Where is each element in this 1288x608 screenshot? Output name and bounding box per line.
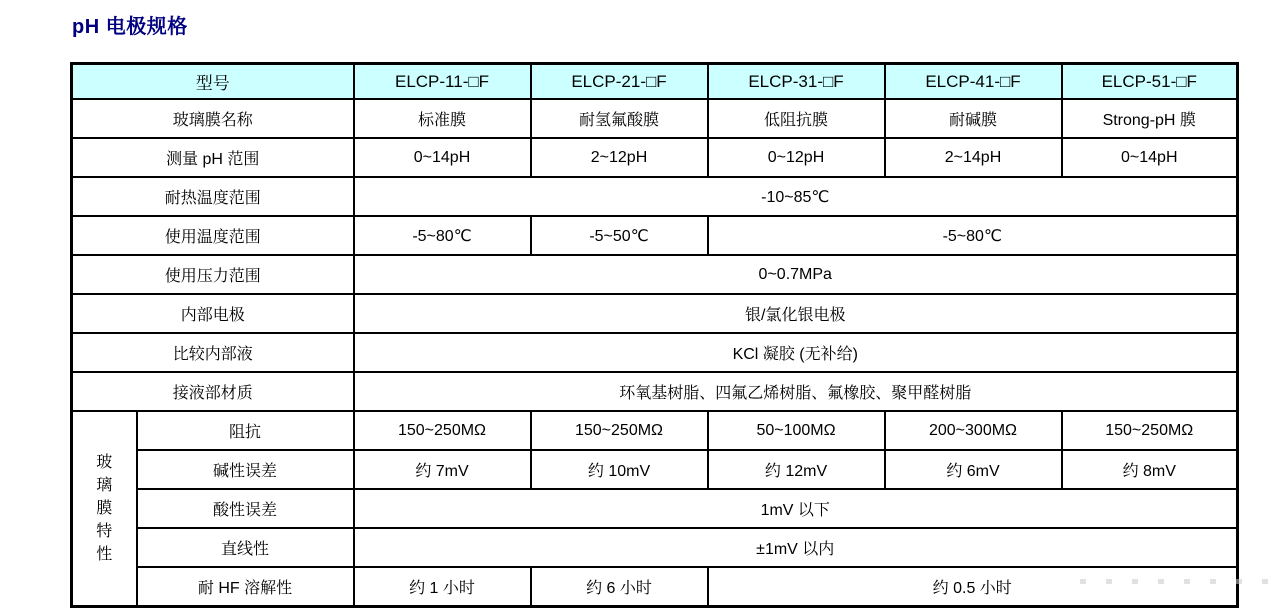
cell-ph-range-2: 2~12pH: [531, 138, 708, 177]
cell-reference-liquid: KCl 凝胶 (无补给): [354, 333, 1238, 372]
cutoff-watermark-fragment: [1080, 579, 1280, 584]
row-label-use-temp: 使用温度范围: [72, 216, 354, 255]
header-model-elcp11: ELCP-11-□F: [354, 64, 531, 100]
group-label-glass-membrane-properties: [72, 411, 137, 607]
row-label-linearity: 直线性: [137, 528, 354, 567]
cell-wetted-material: 环氧基树脂、四氟乙烯树脂、氟橡胶、聚甲醛树脂: [354, 372, 1238, 411]
cell-ph-range-3: 0~12pH: [708, 138, 885, 177]
cell-hf-resistance-3: 约 0.5 小时: [708, 567, 1238, 607]
row-label-reference-liquid: 比较内部液: [72, 333, 354, 372]
row-acid-error: [72, 489, 1238, 528]
page-title: pH 电极规格: [72, 16, 188, 38]
row-label-hf-resistance: 耐 HF 溶解性: [137, 567, 354, 607]
cell-alkali-error-3: 约 12mV: [708, 450, 885, 489]
row-label-ph-range: 测量 pH 范围: [72, 138, 354, 177]
cell-impedance-2: 150~250MΩ: [531, 411, 708, 450]
row-label-heat-temp: 耐热温度范围: [72, 177, 354, 216]
row-use-temp: [72, 216, 1238, 255]
cell-heat-temp: -10~85℃: [354, 177, 1238, 216]
row-label-impedance: 阻抗: [137, 411, 354, 450]
cell-membrane-1: 标准膜: [354, 99, 531, 138]
row-impedance: [72, 411, 1238, 450]
row-heat-temp: [72, 177, 1238, 216]
row-wetted-material: [72, 372, 1238, 411]
cell-pressure: 0~0.7MPa: [354, 255, 1238, 294]
row-label-pressure: 使用压力范围: [72, 255, 354, 294]
cell-impedance-4: 200~300MΩ: [885, 411, 1062, 450]
row-membrane-name: [72, 99, 1238, 138]
cell-hf-resistance-1: 约 1 小时: [354, 567, 531, 607]
cell-alkali-error-2: 约 10mV: [531, 450, 708, 489]
row-label-inner-electrode: 内部电极: [72, 294, 354, 333]
cell-impedance-5: 150~250MΩ: [1062, 411, 1238, 450]
row-alkali-error: [72, 450, 1238, 489]
cell-membrane-2: 耐氢氟酸膜: [531, 99, 708, 138]
cell-impedance-3: 50~100MΩ: [708, 411, 885, 450]
header-model-label: 型号: [72, 64, 354, 100]
cell-ph-range-5: 0~14pH: [1062, 138, 1238, 177]
ph-electrode-spec-table: [70, 62, 1239, 608]
header-model-elcp51: ELCP-51-□F: [1062, 64, 1238, 100]
row-label-membrane-name: 玻璃膜名称: [72, 99, 354, 138]
cell-ph-range-1: 0~14pH: [354, 138, 531, 177]
cell-linearity: ±1mV 以内: [354, 528, 1238, 567]
row-label-wetted-material: 接液部材质: [72, 372, 354, 411]
cell-membrane-3: 低阻抗膜: [708, 99, 885, 138]
group-label-text: 玻璃膜特性: [96, 454, 113, 563]
cell-hf-resistance-2: 约 6 小时: [531, 567, 708, 607]
table-header-row: [72, 64, 1238, 100]
row-label-alkali-error: 碱性误差: [137, 450, 354, 489]
header-model-elcp31: ELCP-31-□F: [708, 64, 885, 100]
cell-use-temp-2: -5~50℃: [531, 216, 708, 255]
cell-use-temp-3: -5~80℃: [708, 216, 1238, 255]
row-hf-resistance: [72, 567, 1238, 607]
cell-alkali-error-5: 约 8mV: [1062, 450, 1238, 489]
cell-ph-range-4: 2~14pH: [885, 138, 1062, 177]
row-label-acid-error: 酸性误差: [137, 489, 354, 528]
row-inner-electrode: [72, 294, 1238, 333]
row-pressure: [72, 255, 1238, 294]
cell-alkali-error-4: 约 6mV: [885, 450, 1062, 489]
row-ph-range: [72, 138, 1238, 177]
cell-membrane-5: Strong-pH 膜: [1062, 99, 1238, 138]
row-reference-liquid: [72, 333, 1238, 372]
cell-alkali-error-1: 约 7mV: [354, 450, 531, 489]
row-linearity: [72, 528, 1238, 567]
cell-membrane-4: 耐碱膜: [885, 99, 1062, 138]
cell-acid-error: 1mV 以下: [354, 489, 1238, 528]
header-model-elcp21: ELCP-21-□F: [531, 64, 708, 100]
header-model-elcp41: ELCP-41-□F: [885, 64, 1062, 100]
cell-inner-electrode: 银/氯化银电极: [354, 294, 1238, 333]
cell-impedance-1: 150~250MΩ: [354, 411, 531, 450]
cell-use-temp-1: -5~80℃: [354, 216, 531, 255]
